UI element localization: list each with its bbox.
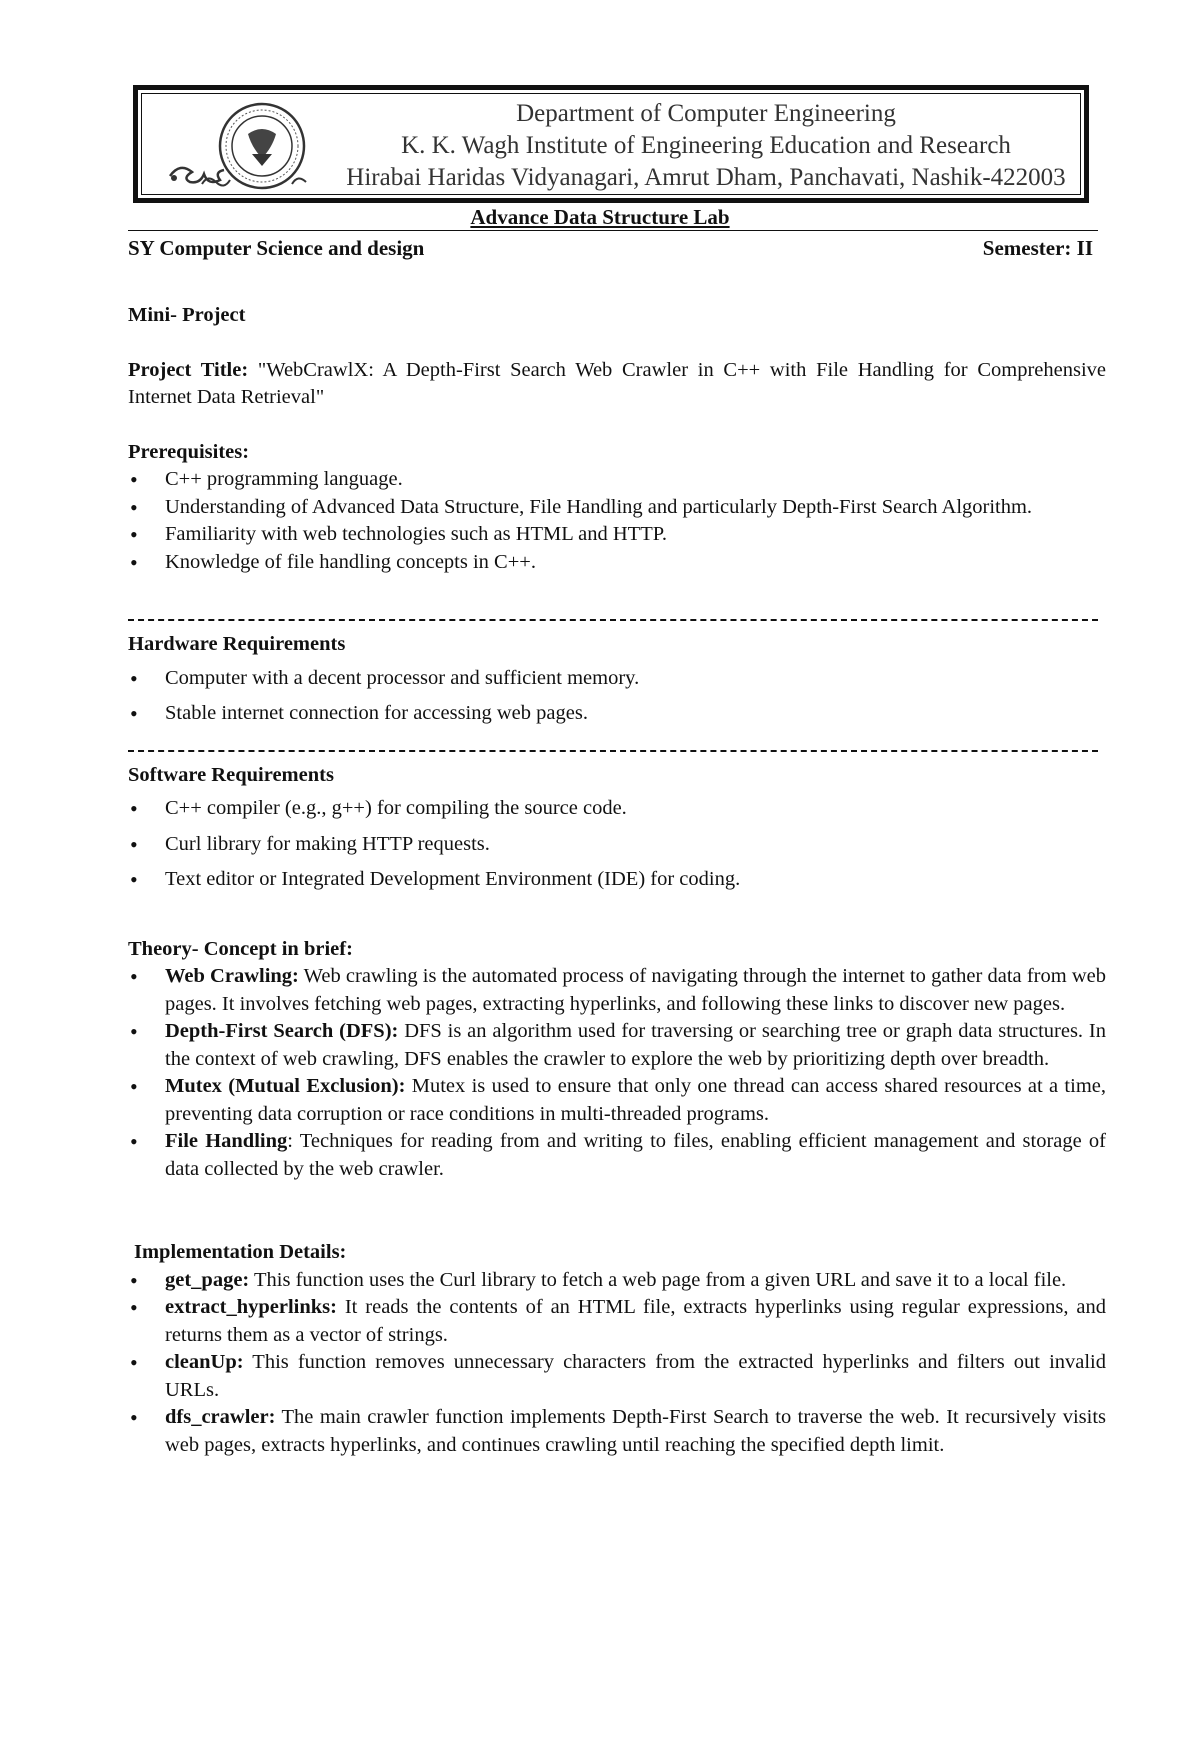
- definition: The main crawler function implements Depth-First Search to traverse the web. It recursively visits web pages, extracts hyperlinks, and continues crawling until reaching the specified depth limit.: [165, 1406, 1106, 1456]
- project-title-label: Project Title:: [128, 358, 249, 381]
- prerequisites-heading: Prerequisites:: [128, 440, 250, 463]
- department-name: Department of Computer Engineering: [516, 100, 896, 127]
- document-body: [128, 302, 1106, 1459]
- definition: Web crawling is the automated process of navigating through the internet to gather data from web pages. It involves fetching web pages, extracting hyperlinks, and following these links to discover new pages.: [165, 965, 1106, 1015]
- definition: : Techniques for reading from and writing to files, enabling efficient management and storage of data collected by the web crawler.: [165, 1130, 1106, 1180]
- letterhead: [133, 85, 1089, 203]
- list-item: [128, 1294, 1106, 1349]
- definition: DFS is an algorithm used for traversing or searching tree or graph data structures. In the context of web crawling, DFS enables the crawler to explore the web by prioritizing depth over breadth.: [165, 1020, 1106, 1070]
- list-item: • Understanding of Advanced Data Structure, File Handling and particularly Depth-First Search Algorithm.: [128, 494, 1106, 522]
- list-item: • Knowledge of file handling concepts in C++.: [128, 549, 1106, 577]
- term: cleanUp:: [165, 1351, 244, 1373]
- mini-project-heading: Mini- Project: [128, 304, 246, 326]
- project-title: [128, 357, 1106, 412]
- section-divider: [128, 750, 1098, 754]
- term: get_page:: [165, 1268, 250, 1291]
- list-item: [128, 1349, 1106, 1404]
- list-item: [128, 963, 1106, 1018]
- term: dfs_crawler:: [165, 1406, 276, 1428]
- theory-heading: Theory- Concept in brief:: [128, 937, 353, 960]
- definition: This function removes unnecessary characters from the extracted hyperlinks and filters out invalid URLs.: [165, 1351, 1106, 1401]
- term: File Handling: [165, 1130, 288, 1152]
- project-title-text: "WebCrawlX: A Depth-First Search Web Crawler in C++ with File Handling for Comprehensive Internet Data Retrieval": [128, 358, 1106, 408]
- list-item: • Stable internet connection for accessing web pages.: [128, 700, 1106, 728]
- definition: This function uses the Curl library to fetch a web page from a given URL and save it to a local file.: [249, 1268, 1067, 1291]
- hardware-list: [128, 665, 1106, 728]
- list-item: [128, 1073, 1106, 1128]
- list-item: • C++ programming language.: [128, 466, 1106, 494]
- software-list: [128, 795, 1106, 894]
- list-item: [128, 1267, 1106, 1295]
- list-item: [128, 1404, 1106, 1459]
- list-item: [128, 1128, 1106, 1183]
- title-rule: [128, 230, 1098, 231]
- prerequisites-list: [128, 466, 1106, 576]
- institute-name: K. K. Wagh Institute of Engineering Education and Research: [401, 132, 1011, 159]
- semester: Semester: II: [982, 236, 1093, 260]
- term: Mutex (Mutual Exclusion):: [165, 1075, 406, 1097]
- list-item: [128, 1018, 1106, 1073]
- list-item: • C++ compiler (e.g., g++) for compiling the source code.: [128, 795, 1106, 823]
- list-item: • Familiarity with web technologies such as HTML and HTTP.: [128, 521, 1106, 549]
- term: Depth-First Search (DFS):: [165, 1020, 399, 1042]
- list-item: • Text editor or Integrated Development Environment (IDE) for coding.: [128, 866, 1106, 894]
- term: Web Crawling:: [165, 965, 299, 987]
- letterhead-text: [338, 98, 1074, 194]
- institute-seal-icon: [162, 98, 312, 196]
- definition: Mutex is used to ensure that only one thread can access shared resources at a time, preventing data corruption or race conditions in multi-threaded programs.: [165, 1075, 1106, 1125]
- implementation-list: [128, 1267, 1106, 1460]
- term: extract_hyperlinks:: [165, 1296, 337, 1318]
- list-item: • Curl library for making HTTP requests.: [128, 831, 1106, 859]
- software-heading: Software Requirements: [128, 763, 334, 786]
- theory-list: [128, 963, 1106, 1183]
- section-divider: [128, 619, 1098, 623]
- course-row: [128, 236, 1093, 261]
- course-name: SY Computer Science and design: [128, 236, 425, 260]
- definition: It reads the contents of an HTML file, extracts hyperlinks using regular expressions, and returns them as a vector of strings.: [165, 1296, 1106, 1346]
- implementation-heading: Implementation Details:: [134, 1241, 347, 1263]
- institute-address: Hirabai Haridas Vidyanagari, Amrut Dham, Panchavati, Nashik-422003: [346, 164, 1066, 191]
- list-item: • Computer with a decent processor and sufficient memory.: [128, 665, 1106, 693]
- lab-title: Advance Data Structure Lab: [470, 205, 730, 229]
- hardware-heading: Hardware Requirements: [128, 633, 346, 655]
